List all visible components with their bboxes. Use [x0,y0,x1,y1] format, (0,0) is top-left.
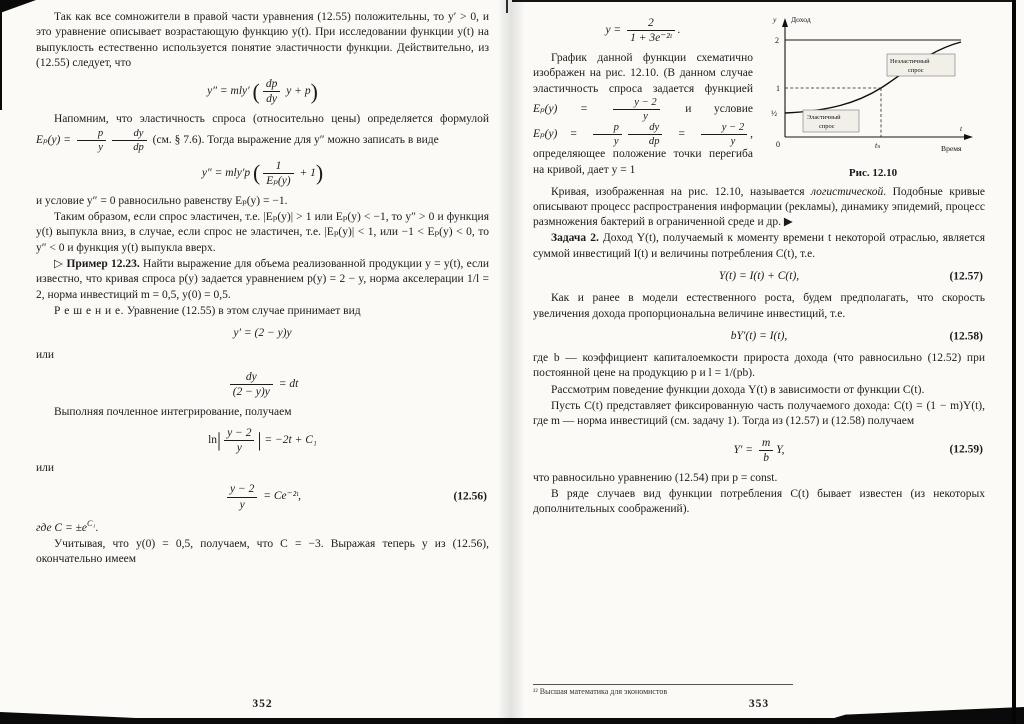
para-growth-model: Как и ранее в модели естественного роста, будем предполагать, что скорость увеличения дохода пропорциональна величине инвестиций, т.е. [533,292,985,320]
formula-lhs: Y′ = [733,443,756,456]
fraction-numerator: dy [112,128,147,141]
word-or: или [36,462,55,475]
equals-sign: = [665,128,698,141]
scan-artifact-right-edge [1012,0,1016,724]
fraction-numerator: y − 2 [227,483,257,497]
para-problem-2 [533,231,985,262]
para-integrate: Выполняя почленное интегрирование, получаем [54,405,292,418]
fraction-numerator: p [77,128,106,141]
formula-tail: . [677,24,681,37]
formula-body: bY′(t) = I(t), [730,329,788,342]
text-run: , определяющее положение точки перегиба на кривой, дает y = 1 [533,128,753,176]
inelastic-label-line2: спрос [908,67,924,74]
fraction [613,97,659,122]
left-paren: ( [252,161,261,186]
formula-lhs: Eₚ(y) = [533,103,611,116]
formula-lhs: y″ = mly′ [207,85,250,98]
para-condition: и условие y″ = 0 равносильно равенству Eₚ(y) = −1. [36,194,288,207]
para-capital-coefficient: где b — коэффициент капиталоемкости прироста дохода (что равносильно (12.52) при постоянной цене на продукцию p и l = 1/(pb). [533,352,985,380]
fraction-numerator: 1 [263,160,293,174]
fraction-denominator: b [763,451,769,464]
formula-lhs: Eₚ(y) = [36,133,74,146]
formula-tail: = Ce⁻²ᵗ, [263,490,301,503]
para-final: Учитывая, что y(0) = 0,5, получаем, что C = −3. Выражая теперь y из (12.56), окончательно имеем [36,537,489,565]
ln-operator: ln [208,434,218,447]
text-run: . [95,521,99,534]
y-axis-variable: y [773,15,777,24]
fraction-2-over-1-plus-3e [627,17,675,44]
formula-12-59 [533,437,985,464]
para-elastic-cases: Таким образом, если спрос эластичен, т.е. |Eₚ(y)| > 1 или Eₚ(y) < −1, то y″ > 0 и функция y(t) выпукла вниз, в случае, если спрос не эластичен, т.е. |Eₚ(y)| < 1, или −1 < Eₚ(y) < 0, то y″ < 0 и функция y(t) выпукла вверх. [36,211,489,254]
fraction-numerator: p [593,122,622,135]
fraction-numerator: dy [628,122,663,135]
term-logistic: логистической [811,185,884,198]
word-or: или [36,349,55,362]
fraction-denominator: y [236,442,242,455]
formula-12-56 [36,483,489,510]
text-run: Доход Y(t), получаемый к моменту времени t некоторой отраслью, является суммой инвестиций I(t) и величины потребления C(t), т.е. [533,232,985,260]
fraction [628,122,663,147]
text-run: Напомним, что эластичность спроса (относительно цены) определяется формулой [54,113,489,126]
fraction-dy-over [230,371,273,398]
equation-number: (12.57) [949,270,983,283]
inline-formula-elasticity [36,127,150,153]
abs-bar-left: | [217,429,222,452]
text-run: . Подобные кривые описывают процесс распространения информации (рекламы), динамику эпидемий, процесс размножения бактерий в ограниченной среде и др. ▶ [533,185,985,229]
x-axis-variable: t [960,124,963,133]
para-fixed-consumption: Пусть C(t) представляет фиксированную часть получаемого дохода: C(t) = (1 − m)Y(t), где m — норма инвестиций (см. задачу 1). Тогда из (12.57) и (12.58) получаем [533,400,985,428]
formula-separated [36,371,489,398]
fraction-y-minus-2-over-y [227,483,257,510]
fraction-denominator: y [730,136,736,148]
tick-2: 2 [775,36,779,45]
problem-label: Задача 2. [551,232,599,245]
text-run: График данной функции схематично изображен на рис. 12.10. (В данном случае эластичность спроса задается функцией [533,52,753,95]
formula-tail: = dt [278,377,299,390]
para-solution [36,304,489,319]
tick-origin: 0 [776,140,780,149]
fraction [593,122,622,147]
elastic-label-line1: Эластичный [807,114,841,121]
para-logistic-curve [533,185,985,231]
text-run: Кривая, изображенная на рис. 12.10, называется [551,185,811,198]
inline-formula-condition [533,122,750,148]
fraction-denominator: Eₚ(y) [266,174,291,187]
fraction-dp-dy [263,78,281,105]
fraction-numerator: 2 [627,17,675,31]
text-run: где C = ±e [36,521,88,534]
print-signature-footnote: ¹² Высшая математика для экономистов [533,684,793,698]
exponent: C₁ [87,518,96,528]
fraction-denominator: dp [133,141,144,153]
page-number-right: 353 [748,697,770,710]
page-number-left: 352 [252,697,273,710]
right-paren: ) [315,161,324,186]
formula-tail: y + p [286,85,311,98]
formula-y-double-prime [36,160,489,187]
fraction-numerator: y − 2 [701,122,747,135]
para-consider-income: Рассмотрим поведение функции дохода Y(t) в зависимости от функции C(t). [551,383,925,396]
fraction-denominator: dp [648,136,660,148]
para-convexity-intro: Так как все сомножители в правой части уравнения (12.55) положительны, то y′ > 0, и это уравнение описывает возрастающую функцию y(t). При исследовании функции y(t) на выпуклость естественно используется понятие эластичности функции. Действительно, из (12.55) следует, что [36,11,489,69]
example-label: ▷ Пример 12.23. [54,257,140,270]
formula-log [36,427,489,454]
book-gutter-shadow [497,0,525,724]
fraction-1-over-Ep [263,160,293,187]
fraction-numerator: dy [230,371,273,385]
fraction-numerator: y − 2 [224,427,254,441]
scan-artifact-bottom-left [0,712,150,724]
fraction-m-over-b [759,437,773,464]
para-constant [36,518,489,536]
scan-artifact-top-left [0,0,36,13]
formula-tail: = −2t + C₁ [264,434,317,447]
equation-number: (12.58) [949,329,983,342]
fraction-numerator: m [759,437,773,451]
abs-bar-right: | [257,429,262,452]
scan-artifact-top-right [512,0,1012,2]
equation-number: (12.59) [949,443,983,456]
x-axis-arrow-icon [964,134,973,140]
formula-body: y′ = (2 − y)y [233,327,292,340]
formula-tail: Y, [776,443,785,456]
para-consumption-known: В ряде случаев вид функции потребления C(t) бывает известен (из некоторых дополнительных соображений). [533,487,985,516]
fraction-denominator: y [239,498,245,511]
formula-lhs: Eₚ(y) = [533,128,590,141]
formula-lhs: y″ = mly′p [201,166,251,179]
para-elasticity-definition [36,112,489,152]
scan-artifact-left-edge [0,0,2,110]
fraction-y-minus-2-over-y [224,427,254,454]
fraction-denominator: y [98,141,103,153]
tick-1: 1 [776,84,780,93]
left-page [36,10,489,710]
tick-half: ½ [771,109,777,118]
formula-lhs: y = [605,24,625,37]
formula-second-derivative [36,78,489,105]
elastic-label-line2: спрос [819,123,835,130]
para-example-12-23 [36,257,489,303]
fraction-dy-dp [112,128,147,153]
formula-logistic-solution [533,17,985,44]
figure-caption: Рис. 12.10 [848,167,898,179]
formula-ode [36,326,489,341]
fraction-denominator: dy [266,93,277,106]
tick-tn: tₙ [875,141,881,150]
text-run: и условие [662,103,753,116]
formula-tail: + 1 [299,166,316,179]
fraction-p-y [77,128,106,153]
solution-label: Р е ш е н и е. [54,304,124,317]
fraction-denominator: y [643,111,648,123]
x-axis-label: Время [941,144,962,153]
para-equivalent: что равносильно уравнению (12.54) при p = const. [533,471,778,484]
text-run: Найти выражение для объема реализованной продукции y = y(t), если известно, что кривая спроса p(y) задается уравнением p(y) = 2 − y, норма акселерации 1/l = 2, норма инвестиций m = 0,5, y(0) = 0,5. [36,257,489,301]
fraction-denominator: 1 + 3e⁻²ᵗ [630,32,672,45]
formula-12-58 [533,329,985,344]
formula-body: Y(t) = I(t) + C(t), [718,270,800,283]
right-page [533,10,985,710]
equation-number: (12.56) [453,490,487,503]
inline-formula-Ep [533,96,663,123]
logistic-curve [785,42,961,113]
fraction-numerator: y − 2 [613,97,659,110]
inelastic-label-line1: Неэластичный [890,58,930,65]
text-run: Уравнение (12.55) в этом случае принимает вид [124,304,361,317]
left-paren: ( [252,79,260,104]
fraction [701,122,747,147]
text-run: (см. § 7.6). Тогда выражение для y″ можно записать в виде [149,133,439,146]
y-axis-label: Доход [791,15,811,24]
formula-12-57 [533,269,985,284]
right-paren: ) [310,79,318,104]
fraction-numerator: dp [263,78,281,92]
fraction-denominator: y [613,136,619,148]
fraction-denominator: (2 − y)y [232,385,270,398]
book-gutter-mark [506,0,508,13]
